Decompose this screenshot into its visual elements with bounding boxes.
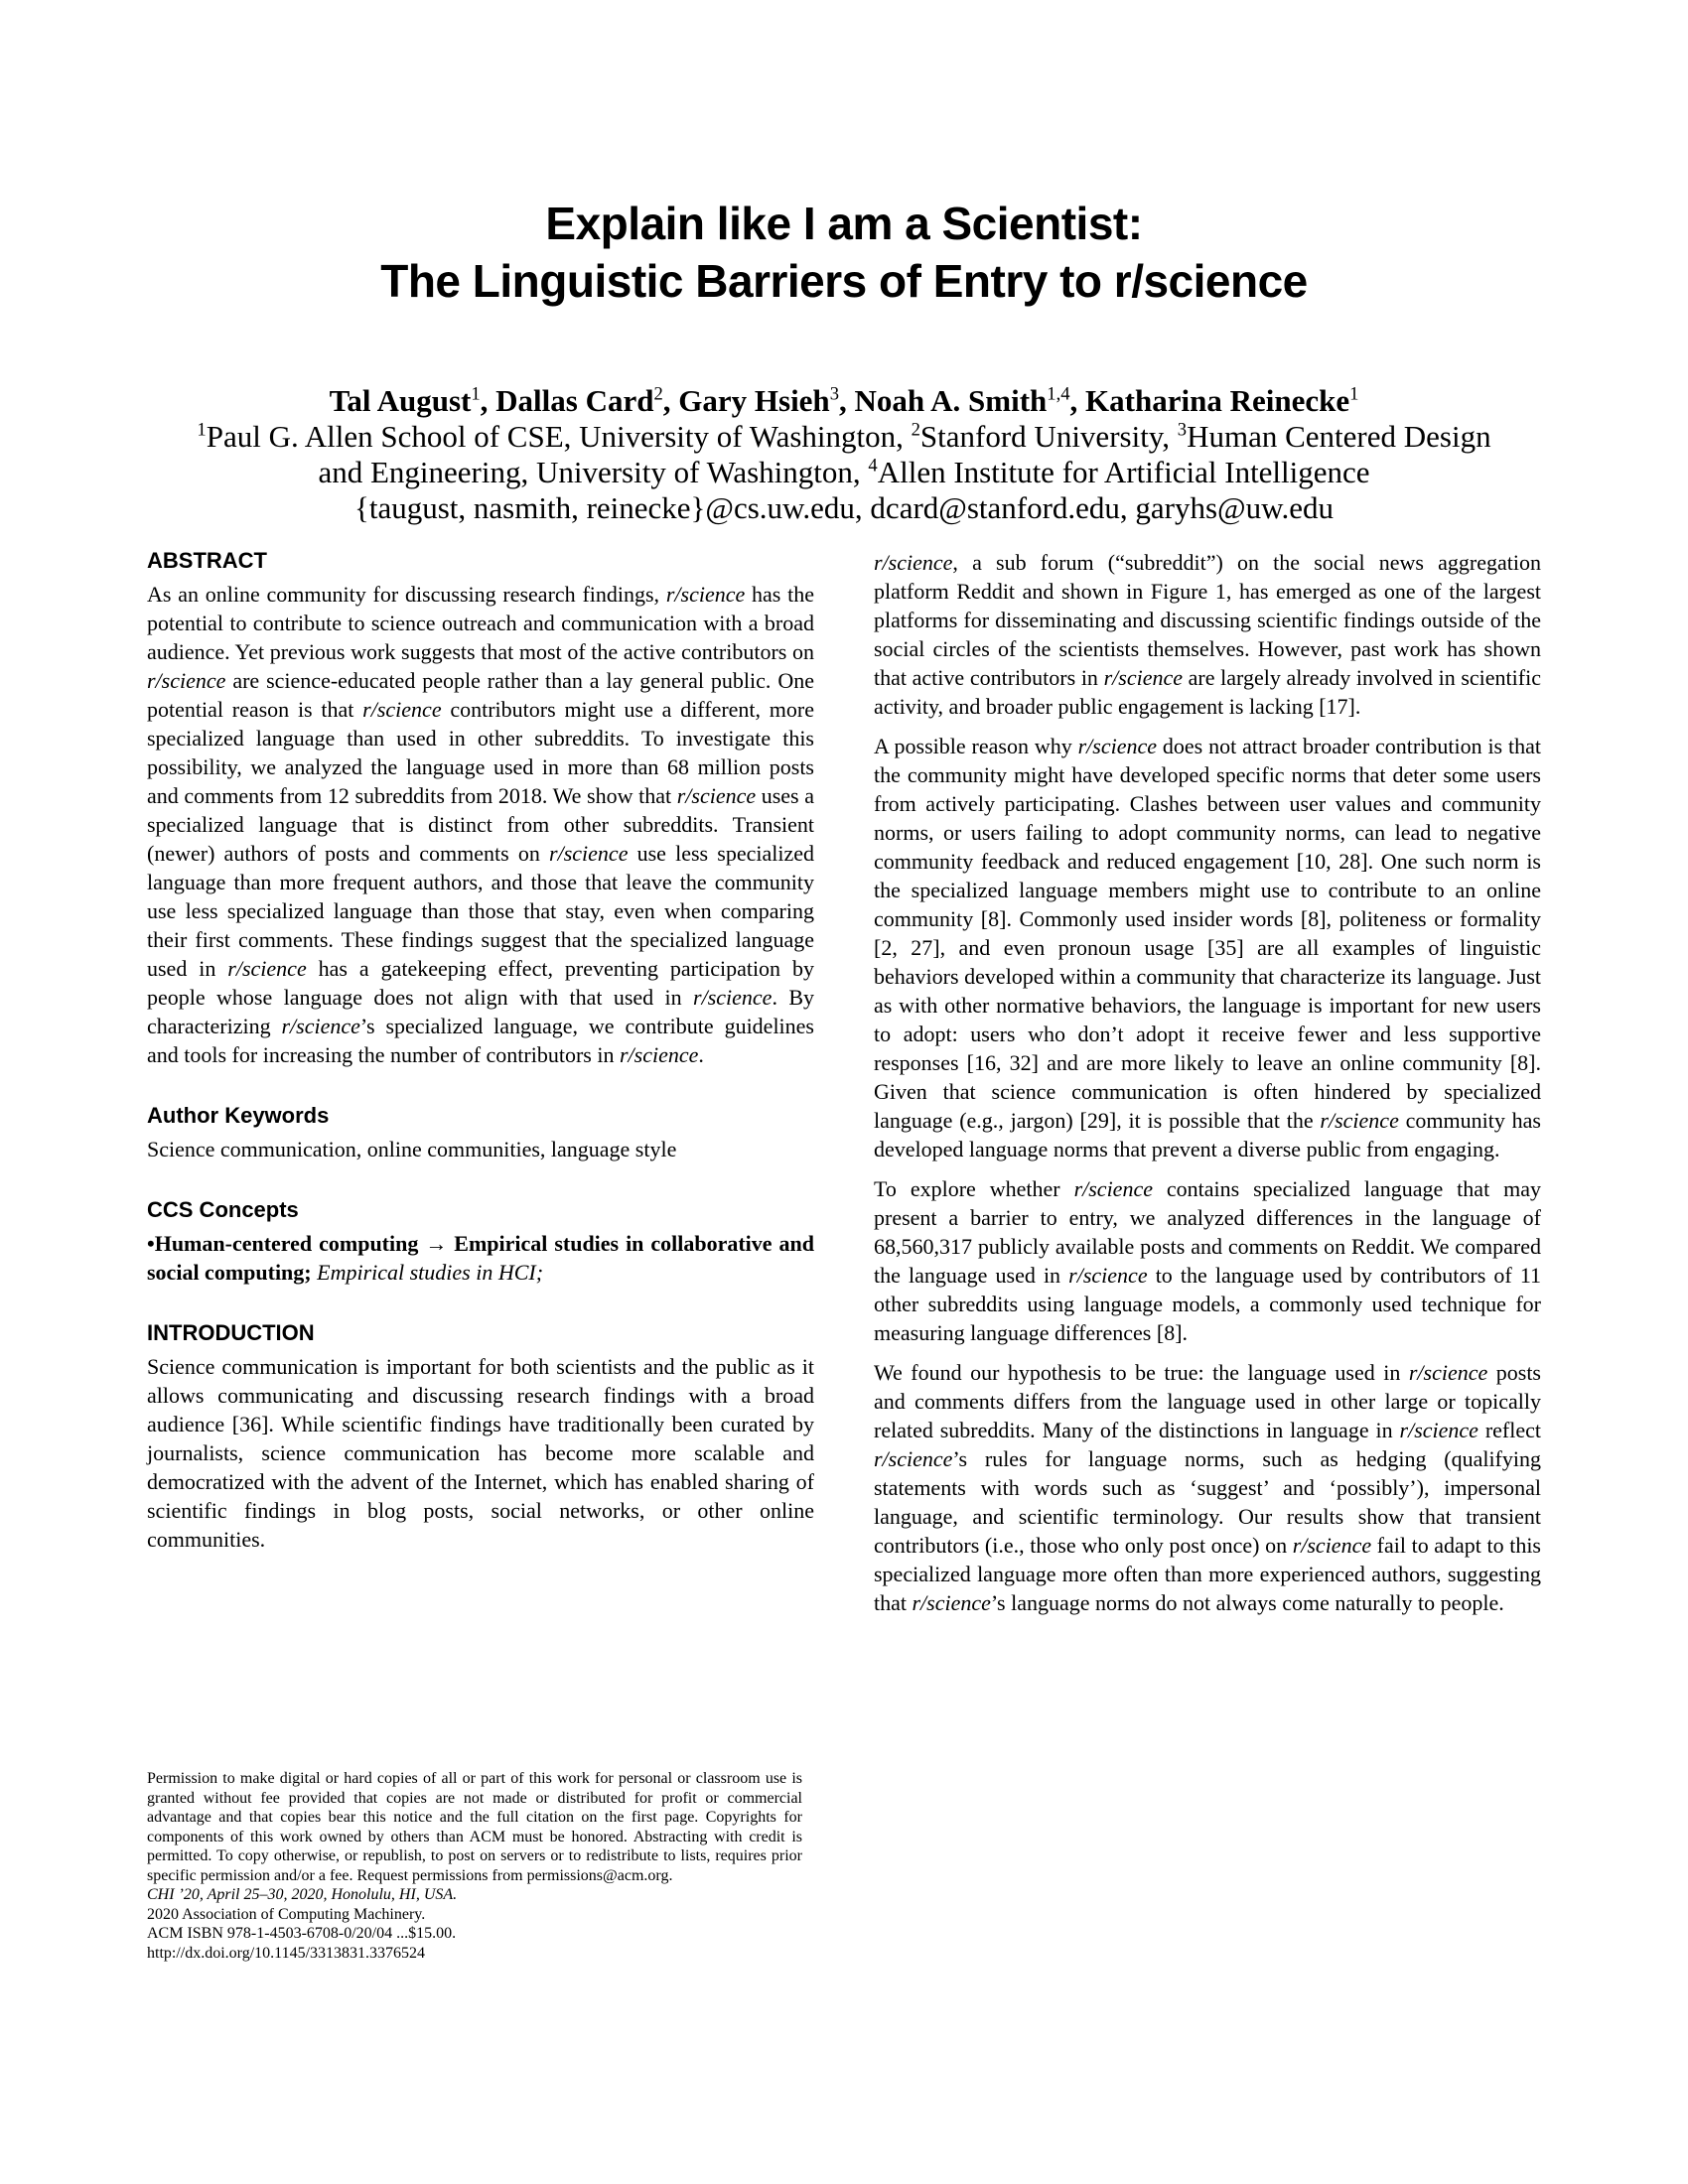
text-run: contains specialized language that may present a barrier to entry, we analyzed differences in the language of 68,560,317 publicly available posts and comments on Reddit. We compared the language used in: [874, 1176, 1541, 1288]
paragraph: [874, 1358, 1541, 1617]
affiliation-text: Paul G. Allen School of CSE, University of Washington,: [206, 419, 912, 454]
text-run: A possible reason why: [874, 734, 1078, 758]
paper-title-line-2: The Linguistic Barriers of Entry to r/science: [380, 255, 1308, 307]
copyright-footnote: [147, 1769, 802, 1963]
text-run: fail to adapt to this specialized language more often than more experienced authors, suggesting that: [874, 1533, 1541, 1615]
left-column: [147, 548, 814, 1565]
text-run: , a sub forum (“subreddit”) on the social news aggregation platform Reddit and shown in Figure 1, has emerged as one of the largest platforms for disseminating and discussing scientific findings outside of the social circles of the scientists themselves. However, past work has shown that active contributors in: [874, 550, 1541, 690]
affiliations-line-2: [0, 455, 1688, 490]
text-run: →: [425, 1231, 448, 1256]
author-name: Gary Hsieh: [678, 383, 830, 418]
authors-line: Tal August$^1$, Dallas Card$^2$, Gary Hsieh$^3$, Noah A. Smith$^{1,4}$, Katharina Reinecke$^1$: [329, 383, 1359, 418]
author-name: Katharina Reinecke: [1085, 383, 1350, 418]
text-run: r/science: [1399, 1418, 1478, 1442]
author-name: Noah A. Smith: [854, 383, 1048, 418]
author-affiliation-marker: 1: [1349, 383, 1359, 405]
paper-title: [0, 195, 1688, 310]
text-run: Empirical studies in collaborative and social computing;: [147, 1231, 814, 1285]
text-run: does not attract broader contribution is that the community might have developed specific norms that deter some users from actively participating. Clashes between user values and community norms, or users failing to adopt community norms, can lead to negative community feedback and reduced engagement [10, 28]. One such norm is the specialized language members might use to contribute to an online community [8]. Commonly used insider words [8], politeness or formality [2, 27], and even pronoun usage [35] are all examples of linguistic behaviors developed within a community that characterize its language. Just as with other normative behaviors, the language is important for new users to adopt: users who don’t adopt it receive fewer and less supportive responses [16, 32] and are more likely to leave an online community [8]. Given that science communication is often hindered by specialized language (e.g., jargon) [29], it is possible that the: [874, 734, 1541, 1133]
text-run: has a gatekeeping effect, preventing participation by people whose language does not align with that used in: [147, 956, 814, 1010]
text-run: r/science: [147, 668, 226, 693]
byline-block: [0, 383, 1688, 526]
footnote-copyright: 2020 Association of Computing Machinery.: [147, 1905, 426, 1923]
affiliation-marker: 3: [1177, 419, 1188, 441]
footnote-venue: CHI ’20, April 25–30, 2020, Honolulu, HI, USA.: [147, 1886, 458, 1903]
text-run: r/science: [874, 550, 953, 575]
emails-line: {taugust, nasmith, reinecke}@cs.uw.edu, dcard@stanford.edu, garyhs@uw.edu: [353, 490, 1334, 525]
author-affiliation-marker: 3: [829, 383, 839, 405]
affiliation-text: and Engineering, University of Washington,: [318, 455, 869, 489]
text-run: r/science: [1077, 734, 1158, 758]
author-name: Tal August: [329, 383, 472, 418]
text-run: r/science: [619, 1042, 699, 1067]
text-run: r/science: [1292, 1533, 1372, 1558]
section-heading-abstract: ABSTRACT: [147, 548, 267, 573]
text-run: r/science: [912, 1590, 991, 1615]
text-run: r/science: [362, 697, 442, 722]
paragraph: [147, 1229, 814, 1287]
text-run: posts and comments differs from the language used in other large or topically related subreddits. Many of the distinctions in language in: [874, 1360, 1541, 1442]
text-run: are science-educated people rather than a lay general public. One potential reason is that: [147, 668, 814, 722]
text-run: reflect: [1477, 1418, 1541, 1442]
affiliations-line-1: [0, 419, 1688, 455]
affiliations-block: [0, 419, 1688, 490]
paragraph: [147, 1135, 814, 1163]
text-run: r/science: [1073, 1176, 1153, 1201]
footnote-doi: http://dx.doi.org/10.1145/3313831.3376524: [147, 1944, 426, 1962]
text-run: r/science: [1408, 1360, 1488, 1385]
paragraph: [874, 1174, 1541, 1347]
text-run: We found our hypothesis to be true: the language used in: [874, 1360, 1409, 1385]
author-affiliation-marker: 1: [471, 383, 481, 405]
affiliation-text: Stanford University,: [919, 419, 1178, 454]
section-heading-ccs-concepts: CCS Concepts: [147, 1197, 299, 1222]
text-run: r/science: [693, 985, 773, 1010]
text-run: use less specialized language than more frequent authors, and those that leave the community use less specialized language than those that stay, even when comparing their first comments. These findings suggest that the specialized language used in: [147, 841, 814, 981]
text-run: contributors might use a different, more specialized language than used in other subreddits. To investigate this possibility, we analyzed the language used in more than 68 million posts and comments from 12 subreddits from 2018. We show that: [147, 697, 815, 808]
section-heading-introduction: INTRODUCTION: [147, 1320, 315, 1345]
text-run: To explore whether: [874, 1176, 1074, 1201]
section-heading-author-keywords: Author Keywords: [147, 1103, 330, 1128]
author-affiliation-marker: 2: [653, 383, 663, 405]
text-run: Empirical studies in HCI;: [317, 1260, 544, 1285]
text-run: r/science: [549, 841, 629, 866]
text-run: r/science: [1103, 665, 1183, 690]
text-run: .: [698, 1042, 704, 1067]
paragraph: [874, 732, 1541, 1163]
paragraph: [147, 580, 814, 1069]
text-run: . By characterizing: [147, 985, 814, 1038]
author-affiliation-marker: 1,4: [1047, 383, 1070, 405]
text-run: uses a specialized language that is distinct from other subreddits. Transient (newer) authors of posts and comments on: [147, 783, 815, 866]
paragraph: [147, 1352, 814, 1554]
text-run: •Human-centered computing: [147, 1231, 426, 1256]
footnote-permission: Permission to make digital or hard copies of all or part of this work for personal or classroom use is granted without fee provided that copies are not made or distributed for profit or commercial advantage and that copies bear this notice and the full citation on the first page. Copyrights for components of this work owned by others than ACM must be honored. Abstracting with credit is permitted. To copy otherwise, or republish, to post on servers or to redistribute to lists, requires prior specific permission and/or a fee. Request permissions from permissions@acm.org.: [147, 1770, 802, 1884]
text-run: are largely already involved in scientific activity, and broader public engagement is lacking [17].: [874, 665, 1541, 719]
text-run: r/science: [1320, 1108, 1399, 1133]
text-run: r/science: [874, 1446, 953, 1471]
text-run: r/science: [281, 1014, 360, 1038]
text-run: ’s rules for language norms, such as hedging (qualifying statements with words such as ‘suggest’ and ‘possibly’), impersonal language, and scientific terminology. Our results show that transient contributors (i.e., those who only post once) on: [874, 1446, 1541, 1558]
text-run: As an online community for discussing research findings,: [147, 582, 666, 607]
text-run: r/science: [676, 783, 757, 808]
text-run: Science communication, online communities, language style: [147, 1137, 677, 1161]
text-run: r/science: [665, 582, 746, 607]
text-run: community has developed language norms that prevent a diverse public from engaging.: [874, 1108, 1541, 1161]
paragraph: [874, 548, 1541, 721]
affiliation-marker: 4: [868, 455, 878, 477]
right-column: [874, 548, 1541, 1628]
text-run: r/science: [227, 956, 307, 981]
affiliation-text: Human Centered Design: [1187, 419, 1491, 454]
text-run: r/science: [1068, 1263, 1148, 1288]
text-run: has the potential to contribute to science outreach and communication with a broad audience. Yet previous work suggests that most of the active contributors on: [147, 582, 814, 664]
text-run: ’s specialized language, we contribute guidelines and tools for increasing the number of contributors in: [147, 1014, 814, 1067]
affiliation-marker: 2: [911, 419, 920, 441]
text-run: ’s language norms do not always come naturally to people.: [990, 1590, 1504, 1615]
affiliation-text: Allen Institute for Artificial Intelligence: [877, 455, 1370, 489]
footnote-isbn: ACM ISBN 978-1-4503-6708-0/20/04 ...$15.00.: [147, 1925, 457, 1942]
text-run: Science communication is important for both scientists and the public as it allows communicating and discussing research findings with a broad audience [36]. While scientific findings have traditionally been curated by journalists, science communication has become more scalable and democratized with the advent of the Internet, which has enabled sharing of scientific findings in blog posts, social networks, or other online communities.: [147, 1354, 814, 1552]
text-run: to the language used by contributors of 11 other subreddits using language models, a commonly used technique for measuring language differences [8].: [874, 1263, 1541, 1345]
affiliation-marker: 1: [197, 419, 207, 441]
paper-title-line-1: Explain like I am a Scientist:: [545, 198, 1143, 249]
author-name: Dallas Card: [495, 383, 654, 418]
